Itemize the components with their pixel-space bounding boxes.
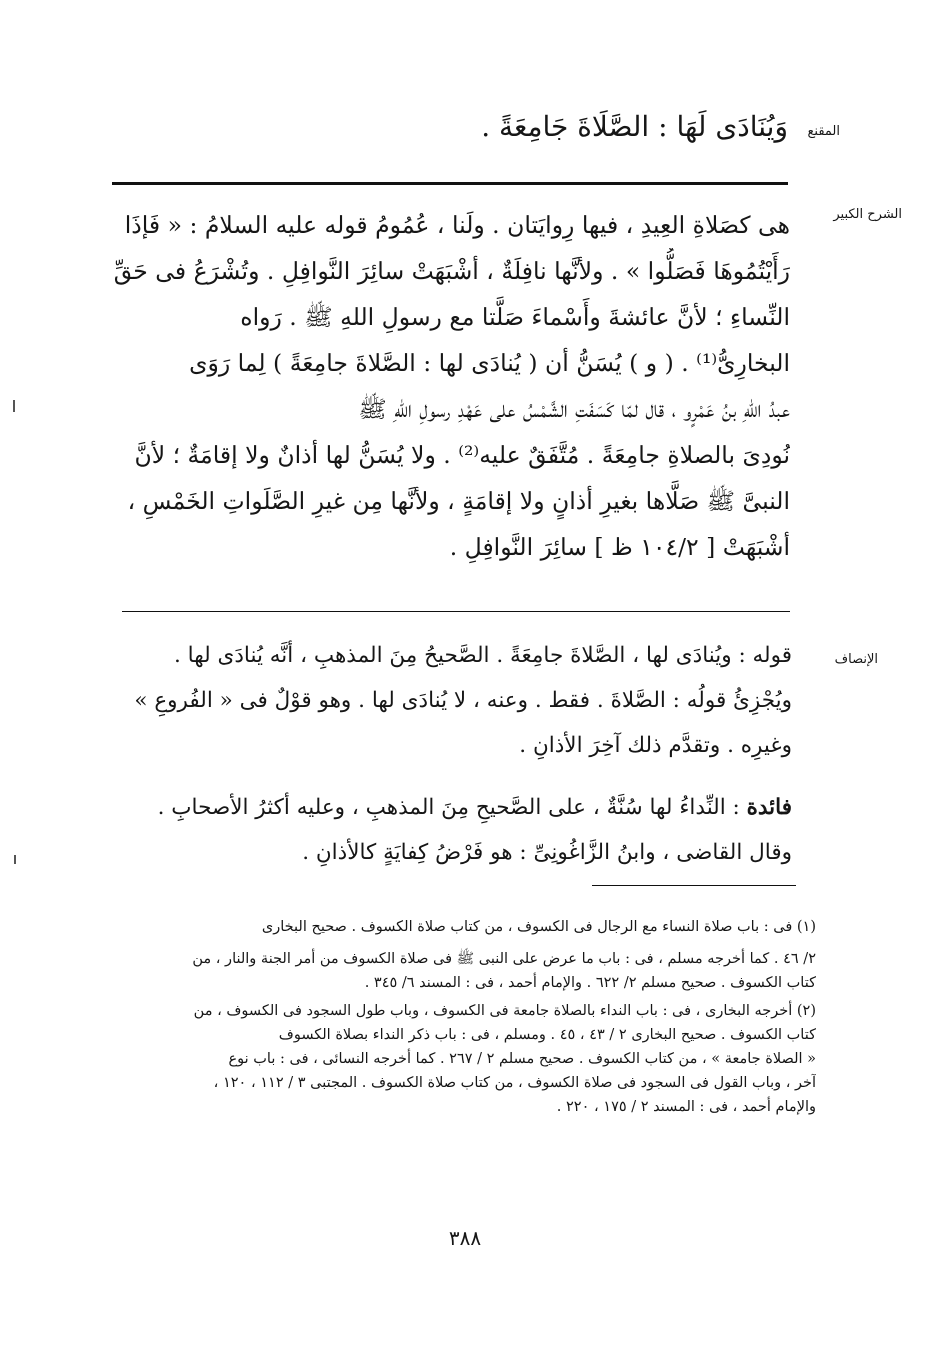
scan-mark xyxy=(14,855,16,864)
muqni-label: المقنع xyxy=(807,124,840,139)
footnote-line: (٢) أخرجه البخارى ، فى : باب النداء بالصلاة جامعة فى الكسوف ، وباب طول السجود فى الكسوف ، من xyxy=(193,1003,816,1019)
insaf-line: قوله : ويُنادَى لها ، الصَّلاةَ جامِعَةً . الصَّحيحُ مِنَ المذهبِ ، أنَّه يُنادَى لها . xyxy=(173,643,792,668)
note-text: : النِّداءُ لها سُنَّةٌ ، على الصَّحيحِ مِنَ المذهبِ ، وعليه أكثرُ الأصحابِ . xyxy=(157,795,740,820)
sharh-line: رَأَيْتُمُوهَا فَصَلُّوا » . ولأنَّها نافِلَةٌ ، أشْبَهَتْ سائِرَ النَّوافِلِ . وتُشْرَعُ فى حَقِّ xyxy=(113,257,790,285)
page-number: ٣٨٨ xyxy=(448,1226,482,1250)
footnote-line: ٢/ ٤٦ . كما أخرجه مسلم ، فى : باب ما عرض على النبى ﷺ فى صلاة الكسوف من أمر الجنة والنار ، من xyxy=(192,951,816,967)
sharh-line: نُودِىَ بالصلاةِ جامِعَةً . مُتَّفَقٌ عليه⁽²⁾ . ولا يُسَنُّ لها أذانٌ ولا إقامَةٌ ؛ لأنَّ xyxy=(134,441,790,469)
sharh-label: الشرح الكبير xyxy=(833,207,902,222)
muqni-text: وَيُنَادَى لَهَا : الصَّلَاةَ جَامِعَةً . xyxy=(481,110,788,143)
footnote-line: كتاب الكسوف . صحيح مسلم ٢/ ٦٢٢ . والإمام أحمد ، فى : المسند ٦/ ٣٤٥ . xyxy=(364,975,816,991)
insaf-label: الإنصاف xyxy=(834,652,878,667)
sharh-line: النبىَّ ﷺ صَلَّاها بغيرِ أذانٍ ولا إقامَةٍ ، ولأنَّها مِن غيرِ الصَّلَواتِ الخَمْسِ ، xyxy=(127,487,790,515)
insaf-note-line: وقال القاضى ، وابنُ الزَّاغُونِىِّ : هو فَرْضُ كِفايَةٍ كالأذانِ . xyxy=(302,840,792,865)
insaf-note-line xyxy=(112,785,792,830)
sharh-line: عبدُ اللهِ بنُ عَمْرٍو ، قال لمّا كَسَفَتِ الشَّمْسُ على عَهْدِ رسولِ اللهِ ﷺ xyxy=(358,395,790,423)
note-label: فائدة xyxy=(746,795,792,820)
footnote-line: « الصلاة جامعة » ، من كتاب الكسوف . صحيح مسلم ٢ / ٢٦٧ . كما أخرجه النسائى ، فى : باب نوع xyxy=(228,1051,816,1067)
insaf-line: ويُجْزِئُ قولُه : الصَّلاةَ . فقط . وعنه ، لا يُنادَى لها . وهو قوْلٌ فى « الفُروعِ » xyxy=(134,688,792,713)
footnote-line: كتاب الكسوف . صحيح البخارى ٢ / ٤٣ ، ٤٥ . ومسلم ، فى : باب ذكر النداء بصلاة الكسوف xyxy=(278,1027,816,1043)
footnote-line: آخر ، وباب القول فى السجود فى صلاة الكسوف ، من كتاب صلاة الكسوف . المجتبى ٣ / ١١٢ ، ١٢٠ ، xyxy=(213,1075,816,1091)
insaf-note xyxy=(112,785,792,875)
insaf-line: وغيرِه . وتقدَّم ذلك آخِرَ الأذانِ . xyxy=(519,733,792,758)
footnote-line: والإمام أحمد ، فى : المسند ٢ / ١٧٥ ، ٢٢٠ . xyxy=(556,1099,816,1115)
insaf-body xyxy=(112,633,792,768)
scan-mark xyxy=(13,400,15,412)
footnotes xyxy=(120,915,816,1119)
sharh-rule xyxy=(122,611,790,612)
sharh-line: النِّساءِ ؛ لأنَّ عائشةَ وأَسْماءَ صَلَّتا مع رسولِ اللهِ ﷺ . رَواه xyxy=(240,303,790,331)
footnote-rule xyxy=(592,885,796,886)
sharh-line: أشْبَهَتْ [ ١٠٤/٢ ظ ] سائِرَ النَّوافِلِ . xyxy=(449,533,790,561)
sharh-body xyxy=(108,202,790,570)
sharh-line: البخارِىُّ⁽¹⁾ . ( و ) يُسَنُّ أن ( يُنادَى لها : الصَّلاةَ جامِعَةً ) لِما رَوَى xyxy=(189,349,790,377)
footnote-line: (١) فى : باب صلاة النساء مع الرجال فى الكسوف ، من كتاب صلاة الكسوف . صحيح البخارى xyxy=(261,919,816,935)
header-rule xyxy=(112,182,788,185)
sharh-line: هى كصَلاةِ العِيدِ ، فيها رِوايَتان . ولَنا ، عُمُومُ قوله عليه السلامُ : « فَإذَا xyxy=(124,211,790,239)
